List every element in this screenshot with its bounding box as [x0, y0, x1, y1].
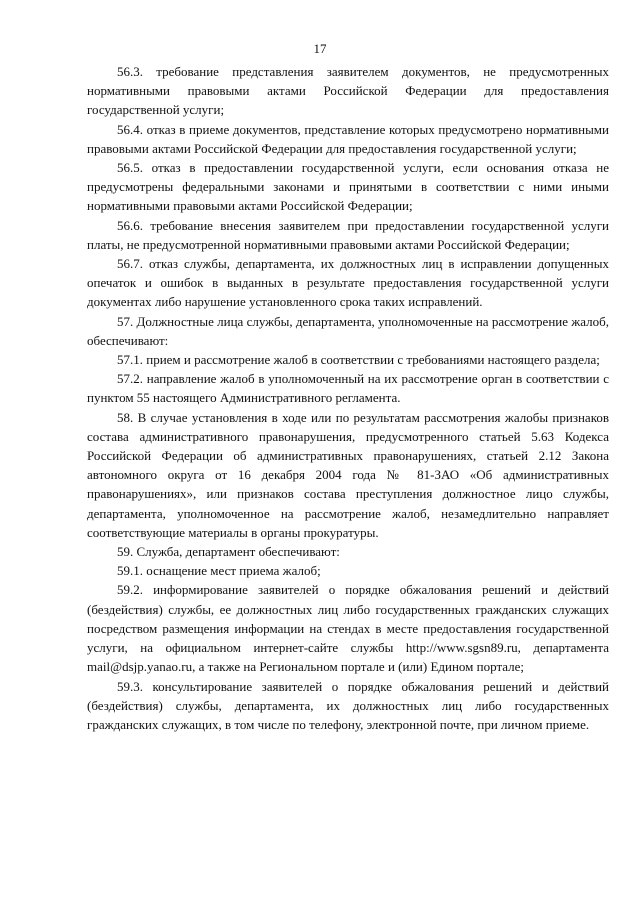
paragraph-56-3: 56.3. требование представления заявителем документов, не предусмотренных нормативными правовыми актами Российской Федерации для предоставления государственной услуги; [87, 64, 609, 118]
paragraph-56-7: 56.7. отказ службы, департамента, их должностных лиц в исправлении допущенных опечаток и ошибок в выданных в результате предоставления государственной услуги документах либо нарушение установленного срока таких исправлений. [87, 256, 609, 310]
paragraph-59: 59. Служба, департамент обеспечивают: [117, 544, 340, 560]
paragraph-59-3: 59.3. консультирование заявителей о порядке обжалования решений и действий (бездействия) службы, департамента, их должностных лиц либо государственных гражданских служащих, в том числе по телефону, электронной почте, при личном приеме. [87, 678, 609, 732]
paragraph-57: 57. Должностные лица службы, департамента, уполномоченные на рассмотрение жалоб, обеспечивают: [87, 313, 609, 348]
paragraph-59-1: 59.1. оснащение мест приема жалоб; [117, 563, 321, 579]
paragraph-59-2: 59.2. информирование заявителей о порядке обжалования решений и действий (бездействия) службы, ее должностных лиц либо государственных гражданских служащих посредством размещения информации на стендах в месте предоставления государственной услуги, на официальном интернет-сайте службы http://www.sgsn89.ru, департамента mail@dsjp.yanao.ru, а также на Региональном портале и (или) Едином портале; [87, 582, 609, 675]
paragraph-57-1: 57.1. прием и рассмотрение жалоб в соответствии с требованиями настоящего раздела; [117, 352, 600, 368]
paragraph-56-6: 56.6. требование внесения заявителем при предоставлении государственной услуги платы, не предусмотренной нормативными правовыми актами Российской Федерации; [87, 217, 609, 252]
paragraph-57-2: 57.2. направление жалоб в уполномоченный на их рассмотрение орган в соответствии с пунктом 55 настоящего Административного регламента. [87, 371, 609, 406]
page-number: 17 [313, 41, 327, 56]
paragraph-56-5: 56.5. отказ в предоставлении государственной услуги, если основания отказа не предусмотрены федеральными законами и принятыми в соответствии с ними иными нормативными правовыми актами Российской Федерации; [87, 160, 609, 214]
paragraph-58: 58. В случае установления в ходе или по результатам рассмотрения жалобы признаков состава административного правонарушения, предусмотренного статьей 5.63 Кодекса Российской Федерации об административных правонарушениях, статьей 2.12 Закона автономного округа от 16 декабря 2004 года № 81-ЗАО «Об административных правонарушениях», или признаков состава преступления должностное лицо службы, департамента, уполномоченное на рассмотрение жалоб, незамедлительно направляет соответствующие материалы в органы прокуратуры. [87, 409, 609, 540]
document-body [87, 62, 609, 734]
paragraph-56-4: 56.4. отказ в приеме документов, представление которых предусмотрено нормативными правовыми актами Российской Федерации для предоставления государственной услуги; [87, 121, 609, 156]
